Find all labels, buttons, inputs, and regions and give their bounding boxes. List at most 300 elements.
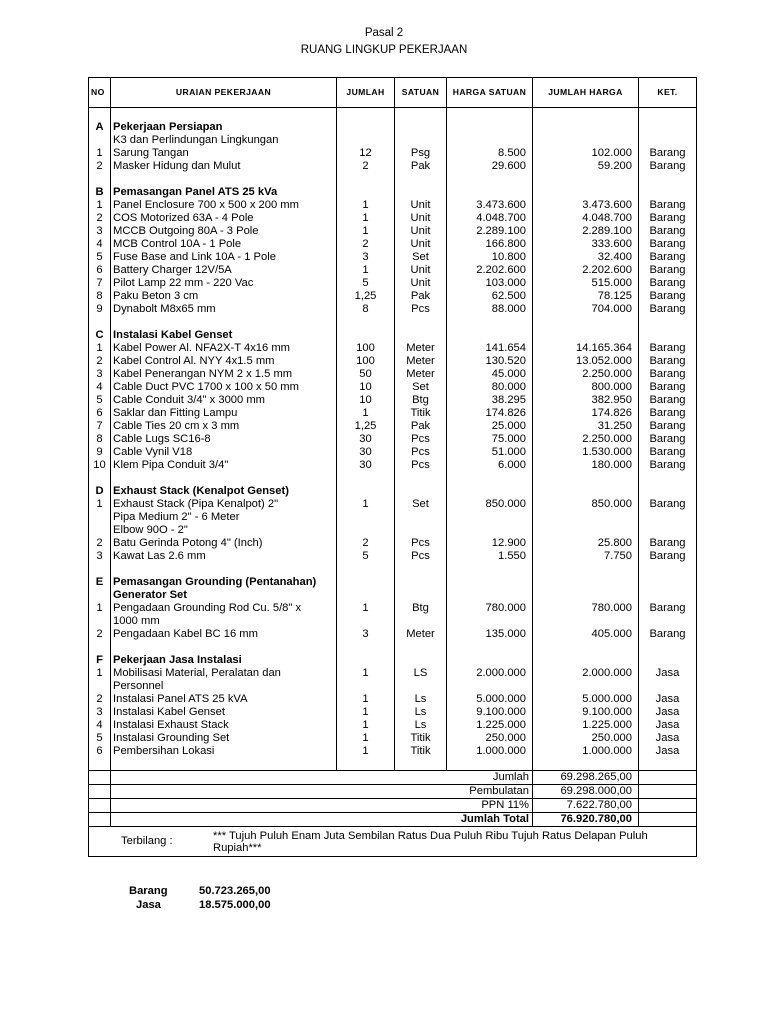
item-unit-price: 1.225.000 bbox=[447, 719, 533, 732]
table-row bbox=[89, 355, 697, 368]
amount-in-words-row bbox=[89, 827, 697, 857]
empty-cell bbox=[395, 654, 447, 667]
item-note: Jasa bbox=[639, 706, 697, 719]
spacer-row bbox=[89, 641, 697, 654]
item-note: Barang bbox=[639, 537, 697, 550]
empty-cell bbox=[447, 186, 533, 199]
item-note bbox=[639, 134, 697, 147]
empty-cell bbox=[337, 576, 395, 602]
summary-value: 69.298.265,00 bbox=[533, 771, 639, 785]
item-quantity: 1 bbox=[337, 407, 395, 420]
item-no: 1 bbox=[89, 342, 111, 355]
item-unit: Pak bbox=[395, 420, 447, 433]
item-description: Fuse Base and Link 10A - 1 Pole bbox=[111, 251, 337, 264]
jasa-total-value: 18.575.000,00 bbox=[199, 899, 271, 911]
table-row bbox=[89, 602, 697, 628]
summary-row bbox=[89, 785, 697, 799]
item-note: Barang bbox=[639, 238, 697, 251]
work-scope-table bbox=[88, 77, 697, 857]
item-no bbox=[89, 524, 111, 537]
item-description: Batu Gerinda Potong 4" (Inch) bbox=[111, 537, 337, 550]
item-description: Instalasi Exhaust Stack bbox=[111, 719, 337, 732]
item-description: Instalasi Kabel Genset bbox=[111, 706, 337, 719]
item-note: Jasa bbox=[639, 667, 697, 693]
item-unit-price: 4.048.700 bbox=[447, 212, 533, 225]
item-description: Kabel Control Al. NYY 4x1.5 mm bbox=[111, 355, 337, 368]
item-unit-price: 780.000 bbox=[447, 602, 533, 628]
spacer-row bbox=[89, 472, 697, 485]
table-row bbox=[89, 667, 697, 693]
section-code: A bbox=[89, 121, 111, 134]
summary-row bbox=[89, 799, 697, 813]
item-description: COS Motorized 63A - 4 Pole bbox=[111, 212, 337, 225]
item-quantity: 1 bbox=[337, 693, 395, 706]
item-total-price: 3.473.600 bbox=[533, 199, 639, 212]
item-unit-price: 166.800 bbox=[447, 238, 533, 251]
empty-cell bbox=[395, 121, 447, 134]
item-total-price: 250.000 bbox=[533, 732, 639, 745]
item-note: Jasa bbox=[639, 719, 697, 732]
item-unit: Set bbox=[395, 251, 447, 264]
col-header-unit: SATUAN bbox=[395, 78, 447, 108]
empty-cell bbox=[639, 785, 697, 799]
item-total-price: 382.950 bbox=[533, 394, 639, 407]
empty-cell bbox=[533, 758, 639, 771]
item-unit-price: 51.000 bbox=[447, 446, 533, 459]
empty-cell bbox=[337, 173, 395, 186]
empty-cell bbox=[89, 771, 111, 785]
empty-cell bbox=[395, 576, 447, 602]
item-note: Barang bbox=[639, 264, 697, 277]
empty-cell bbox=[533, 472, 639, 485]
empty-cell bbox=[533, 641, 639, 654]
table-row bbox=[89, 264, 697, 277]
summary-row bbox=[89, 813, 697, 827]
item-unit: Psg bbox=[395, 147, 447, 160]
item-no: 5 bbox=[89, 394, 111, 407]
item-unit-price: 62.500 bbox=[447, 290, 533, 303]
item-unit-price: 25.000 bbox=[447, 420, 533, 433]
item-unit-price: 29.600 bbox=[447, 160, 533, 173]
item-quantity bbox=[337, 134, 395, 147]
item-total-price: 1.225.000 bbox=[533, 719, 639, 732]
item-description: Cable Vynil V18 bbox=[111, 446, 337, 459]
table-row bbox=[89, 446, 697, 459]
item-description: Pengadaan Grounding Rod Cu. 5/8" x 1000 mm bbox=[111, 602, 337, 628]
summary-value: 76.920.780,00 bbox=[533, 813, 639, 827]
empty-cell bbox=[447, 329, 533, 342]
empty-cell bbox=[447, 576, 533, 602]
page-title: RUANG LINGKUP PEKERJAAN bbox=[300, 44, 468, 56]
empty-cell bbox=[395, 108, 447, 122]
item-quantity: 5 bbox=[337, 550, 395, 563]
item-note: Barang bbox=[639, 420, 697, 433]
item-no: 8 bbox=[89, 290, 111, 303]
empty-cell bbox=[337, 758, 395, 771]
item-description: MCB Control 10A - 1 Pole bbox=[111, 238, 337, 251]
section-header-row bbox=[89, 121, 697, 134]
table-row bbox=[89, 719, 697, 732]
table-body bbox=[89, 108, 697, 857]
table-row bbox=[89, 225, 697, 238]
empty-cell bbox=[639, 654, 697, 667]
item-no: 2 bbox=[89, 693, 111, 706]
table-row bbox=[89, 368, 697, 381]
empty-cell bbox=[447, 758, 533, 771]
item-unit-price: 135.000 bbox=[447, 628, 533, 641]
jasa-total-label: Jasa bbox=[136, 899, 161, 911]
item-no: 10 bbox=[89, 459, 111, 472]
item-total-price: 4.048.700 bbox=[533, 212, 639, 225]
table-row bbox=[89, 420, 697, 433]
item-unit: Meter bbox=[395, 355, 447, 368]
empty-cell bbox=[89, 799, 111, 813]
section-title: Instalasi Kabel Genset bbox=[111, 329, 337, 342]
empty-cell bbox=[533, 576, 639, 602]
item-no: 4 bbox=[89, 381, 111, 394]
item-unit-price: 103.000 bbox=[447, 277, 533, 290]
item-description: Cable Ties 20 cm x 3 mm bbox=[111, 420, 337, 433]
spacer-row bbox=[89, 173, 697, 186]
item-unit bbox=[395, 134, 447, 147]
item-note: Jasa bbox=[639, 745, 697, 758]
spacer-row bbox=[89, 758, 697, 771]
item-note: Barang bbox=[639, 381, 697, 394]
item-total-price: 31.250 bbox=[533, 420, 639, 433]
item-total-price: 850.000 bbox=[533, 498, 639, 511]
item-description: Instalasi Panel ATS 25 kVA bbox=[111, 693, 337, 706]
item-total-price bbox=[533, 524, 639, 537]
item-unit: Meter bbox=[395, 368, 447, 381]
item-total-price: 780.000 bbox=[533, 602, 639, 628]
item-note: Barang bbox=[639, 342, 697, 355]
table-row bbox=[89, 212, 697, 225]
item-total-price: 9.100.000 bbox=[533, 706, 639, 719]
item-unit-price: 8.500 bbox=[447, 147, 533, 160]
empty-cell bbox=[395, 173, 447, 186]
item-unit: Titik bbox=[395, 407, 447, 420]
item-quantity: 1 bbox=[337, 199, 395, 212]
summary-label: PPN 11% bbox=[111, 799, 533, 813]
table-row bbox=[89, 342, 697, 355]
empty-cell bbox=[337, 186, 395, 199]
section-title: Pekerjaan Jasa Instalasi bbox=[111, 654, 337, 667]
section-header-row bbox=[89, 329, 697, 342]
item-quantity: 100 bbox=[337, 342, 395, 355]
item-quantity: 10 bbox=[337, 381, 395, 394]
item-unit: Set bbox=[395, 381, 447, 394]
item-note: Barang bbox=[639, 251, 697, 264]
section-title: Pemasangan Grounding (Pentanahan) Generator Set bbox=[111, 576, 337, 602]
item-unit: Unit bbox=[395, 264, 447, 277]
item-unit: Unit bbox=[395, 238, 447, 251]
section-header-row bbox=[89, 654, 697, 667]
item-unit: Pcs bbox=[395, 459, 447, 472]
summary-label: Jumlah bbox=[111, 771, 533, 785]
item-quantity: 1 bbox=[337, 225, 395, 238]
item-no: 5 bbox=[89, 732, 111, 745]
empty-cell bbox=[337, 485, 395, 498]
empty-cell bbox=[639, 813, 697, 827]
section-title: Exhaust Stack (Kenalpot Genset) bbox=[111, 485, 337, 498]
item-note: Barang bbox=[639, 459, 697, 472]
item-unit bbox=[395, 524, 447, 537]
item-note: Barang bbox=[639, 498, 697, 511]
item-total-price: 405.000 bbox=[533, 628, 639, 641]
item-total-price: 13.052.000 bbox=[533, 355, 639, 368]
item-description: Klem Pipa Conduit 3/4" bbox=[111, 459, 337, 472]
item-description: Saklar dan Fitting Lampu bbox=[111, 407, 337, 420]
table-row bbox=[89, 238, 697, 251]
table-row bbox=[89, 303, 697, 316]
empty-cell bbox=[337, 121, 395, 134]
item-no: 5 bbox=[89, 251, 111, 264]
item-no: 2 bbox=[89, 628, 111, 641]
empty-cell bbox=[639, 771, 697, 785]
item-unit-price: 2.000.000 bbox=[447, 667, 533, 693]
item-note: Jasa bbox=[639, 693, 697, 706]
item-no: 3 bbox=[89, 706, 111, 719]
item-note: Barang bbox=[639, 290, 697, 303]
item-unit: Btg bbox=[395, 394, 447, 407]
empty-cell bbox=[533, 654, 639, 667]
item-quantity: 30 bbox=[337, 446, 395, 459]
item-no: 7 bbox=[89, 277, 111, 290]
item-note: Barang bbox=[639, 160, 697, 173]
empty-cell bbox=[89, 173, 111, 186]
empty-cell bbox=[337, 563, 395, 576]
item-no: 8 bbox=[89, 433, 111, 446]
item-unit-price bbox=[447, 511, 533, 524]
item-unit: Meter bbox=[395, 342, 447, 355]
item-unit: Titik bbox=[395, 732, 447, 745]
item-unit: Pcs bbox=[395, 433, 447, 446]
table-row bbox=[89, 251, 697, 264]
item-note: Barang bbox=[639, 446, 697, 459]
empty-cell bbox=[639, 758, 697, 771]
empty-cell bbox=[395, 758, 447, 771]
item-total-price: 7.750 bbox=[533, 550, 639, 563]
item-note: Barang bbox=[639, 277, 697, 290]
item-description: Pengadaan Kabel BC 16 mm bbox=[111, 628, 337, 641]
empty-cell bbox=[89, 563, 111, 576]
item-quantity bbox=[337, 524, 395, 537]
item-unit-price bbox=[447, 524, 533, 537]
empty-cell bbox=[89, 758, 111, 771]
item-description: Elbow 90O - 2" bbox=[111, 524, 337, 537]
item-quantity: 1,25 bbox=[337, 420, 395, 433]
item-no: 4 bbox=[89, 719, 111, 732]
empty-cell bbox=[533, 108, 639, 122]
item-note: Barang bbox=[639, 550, 697, 563]
item-unit-price: 38.295 bbox=[447, 394, 533, 407]
table-row bbox=[89, 199, 697, 212]
item-no: 9 bbox=[89, 303, 111, 316]
item-quantity: 3 bbox=[337, 628, 395, 641]
item-total-price: 704.000 bbox=[533, 303, 639, 316]
item-description: Pembersihan Lokasi bbox=[111, 745, 337, 758]
terbilang-text: *** Tujuh Puluh Enam Juta Sembilan Ratus Dua Puluh Ribu Tujuh Ratus Delapan Puluh Rupiah*** bbox=[213, 829, 648, 854]
empty-cell bbox=[111, 641, 337, 654]
empty-cell bbox=[89, 813, 111, 827]
item-note: Barang bbox=[639, 394, 697, 407]
item-description: Mobilisasi Material, Peralatan dan Personnel bbox=[111, 667, 337, 693]
empty-cell bbox=[639, 316, 697, 329]
item-total-price: 5.000.000 bbox=[533, 693, 639, 706]
section-code: D bbox=[89, 485, 111, 498]
empty-cell bbox=[395, 563, 447, 576]
section-code: C bbox=[89, 329, 111, 342]
item-unit-price: 80.000 bbox=[447, 381, 533, 394]
empty-cell bbox=[447, 121, 533, 134]
section-title: Pekerjaan Persiapan bbox=[111, 121, 337, 134]
item-unit-price: 10.800 bbox=[447, 251, 533, 264]
section-title: Pemasangan Panel ATS 25 kVa bbox=[111, 186, 337, 199]
item-quantity: 12 bbox=[337, 147, 395, 160]
item-unit: Unit bbox=[395, 277, 447, 290]
item-description: Panel Enclosure 700 x 500 x 200 mm bbox=[111, 199, 337, 212]
item-total-price: 59.200 bbox=[533, 160, 639, 173]
item-no: 1 bbox=[89, 602, 111, 628]
item-note: Barang bbox=[639, 225, 697, 238]
spacer-row bbox=[89, 316, 697, 329]
section-header-row bbox=[89, 576, 697, 602]
item-no: 3 bbox=[89, 550, 111, 563]
item-unit: Pcs bbox=[395, 537, 447, 550]
item-quantity: 30 bbox=[337, 433, 395, 446]
col-header-description: URAIAN PEKERJAAN bbox=[111, 78, 337, 108]
item-note: Barang bbox=[639, 368, 697, 381]
item-unit: LS bbox=[395, 667, 447, 693]
item-total-price: 800.000 bbox=[533, 381, 639, 394]
item-note: Barang bbox=[639, 407, 697, 420]
table-row bbox=[89, 745, 697, 758]
empty-cell bbox=[533, 186, 639, 199]
item-total-price: 333.600 bbox=[533, 238, 639, 251]
barang-total-value: 50.723.265,00 bbox=[199, 885, 271, 897]
item-quantity: 1 bbox=[337, 732, 395, 745]
item-description: MCCB Outgoing 80A - 3 Pole bbox=[111, 225, 337, 238]
item-quantity: 1 bbox=[337, 667, 395, 693]
item-unit-price: 1.550 bbox=[447, 550, 533, 563]
item-total-price: 2.000.000 bbox=[533, 667, 639, 693]
item-unit-price: 141.654 bbox=[447, 342, 533, 355]
empty-cell bbox=[89, 472, 111, 485]
item-unit-price: 2.289.100 bbox=[447, 225, 533, 238]
item-unit-price: 850.000 bbox=[447, 498, 533, 511]
item-total-price bbox=[533, 511, 639, 524]
table-row bbox=[89, 693, 697, 706]
table-row bbox=[89, 706, 697, 719]
item-total-price: 2.250.000 bbox=[533, 433, 639, 446]
item-quantity: 1 bbox=[337, 745, 395, 758]
summary-label: Pembulatan bbox=[111, 785, 533, 799]
item-quantity: 8 bbox=[337, 303, 395, 316]
item-unit: Set bbox=[395, 498, 447, 511]
item-total-price bbox=[533, 134, 639, 147]
item-no bbox=[89, 134, 111, 147]
empty-cell bbox=[639, 108, 697, 122]
empty-cell bbox=[111, 316, 337, 329]
empty-cell bbox=[337, 641, 395, 654]
item-unit-price: 75.000 bbox=[447, 433, 533, 446]
empty-cell bbox=[337, 654, 395, 667]
item-unit: Btg bbox=[395, 602, 447, 628]
item-unit: Ls bbox=[395, 719, 447, 732]
item-total-price: 2.202.600 bbox=[533, 264, 639, 277]
item-no: 2 bbox=[89, 537, 111, 550]
item-quantity: 3 bbox=[337, 251, 395, 264]
empty-cell bbox=[89, 316, 111, 329]
empty-cell bbox=[89, 785, 111, 799]
item-no: 3 bbox=[89, 225, 111, 238]
item-unit: Meter bbox=[395, 628, 447, 641]
empty-cell bbox=[639, 799, 697, 813]
summary-value: 7.622.780,00 bbox=[533, 799, 639, 813]
empty-cell bbox=[533, 173, 639, 186]
item-unit: Pak bbox=[395, 290, 447, 303]
empty-cell bbox=[111, 563, 337, 576]
item-no: 1 bbox=[89, 667, 111, 693]
item-total-price: 1.530.000 bbox=[533, 446, 639, 459]
item-unit-price: 250.000 bbox=[447, 732, 533, 745]
item-description: K3 dan Perlindungan Lingkungan bbox=[111, 134, 337, 147]
item-quantity: 2 bbox=[337, 537, 395, 550]
item-description: Pipa Medium 2" - 6 Meter bbox=[111, 511, 337, 524]
item-quantity: 30 bbox=[337, 459, 395, 472]
table-row bbox=[89, 511, 697, 524]
empty-cell bbox=[111, 472, 337, 485]
item-total-price: 2.289.100 bbox=[533, 225, 639, 238]
empty-cell bbox=[639, 173, 697, 186]
section-code: F bbox=[89, 654, 111, 667]
item-quantity: 10 bbox=[337, 394, 395, 407]
col-header-unit-price: HARGA SATUAN bbox=[447, 78, 533, 108]
table-row bbox=[89, 628, 697, 641]
summary-row bbox=[89, 771, 697, 785]
col-header-total-price: JUMLAH HARGA bbox=[533, 78, 639, 108]
item-no: 2 bbox=[89, 160, 111, 173]
item-unit-price: 3.473.600 bbox=[447, 199, 533, 212]
item-unit: Ls bbox=[395, 693, 447, 706]
item-total-price: 2.250.000 bbox=[533, 368, 639, 381]
item-no: 1 bbox=[89, 498, 111, 511]
item-unit: Pcs bbox=[395, 446, 447, 459]
item-unit: Pcs bbox=[395, 303, 447, 316]
item-quantity: 2 bbox=[337, 160, 395, 173]
item-description: Battery Charger 12V/5A bbox=[111, 264, 337, 277]
empty-cell bbox=[395, 186, 447, 199]
item-unit-price bbox=[447, 134, 533, 147]
item-unit-price: 2.202.600 bbox=[447, 264, 533, 277]
item-description: Masker Hidung dan Mulut bbox=[111, 160, 337, 173]
item-no: 7 bbox=[89, 420, 111, 433]
summary-value: 69.298.000,00 bbox=[533, 785, 639, 799]
item-note: Barang bbox=[639, 303, 697, 316]
empty-cell bbox=[447, 108, 533, 122]
item-no: 2 bbox=[89, 355, 111, 368]
table-row bbox=[89, 524, 697, 537]
item-quantity: 5 bbox=[337, 277, 395, 290]
item-quantity bbox=[337, 511, 395, 524]
item-no: 6 bbox=[89, 745, 111, 758]
empty-cell bbox=[395, 472, 447, 485]
item-no: 1 bbox=[89, 199, 111, 212]
spacer-row bbox=[89, 108, 697, 122]
terbilang-label: Terbilang : bbox=[121, 835, 173, 847]
item-description: Cable Conduit 3/4" x 3000 mm bbox=[111, 394, 337, 407]
col-header-quantity: JUMLAH bbox=[337, 78, 395, 108]
